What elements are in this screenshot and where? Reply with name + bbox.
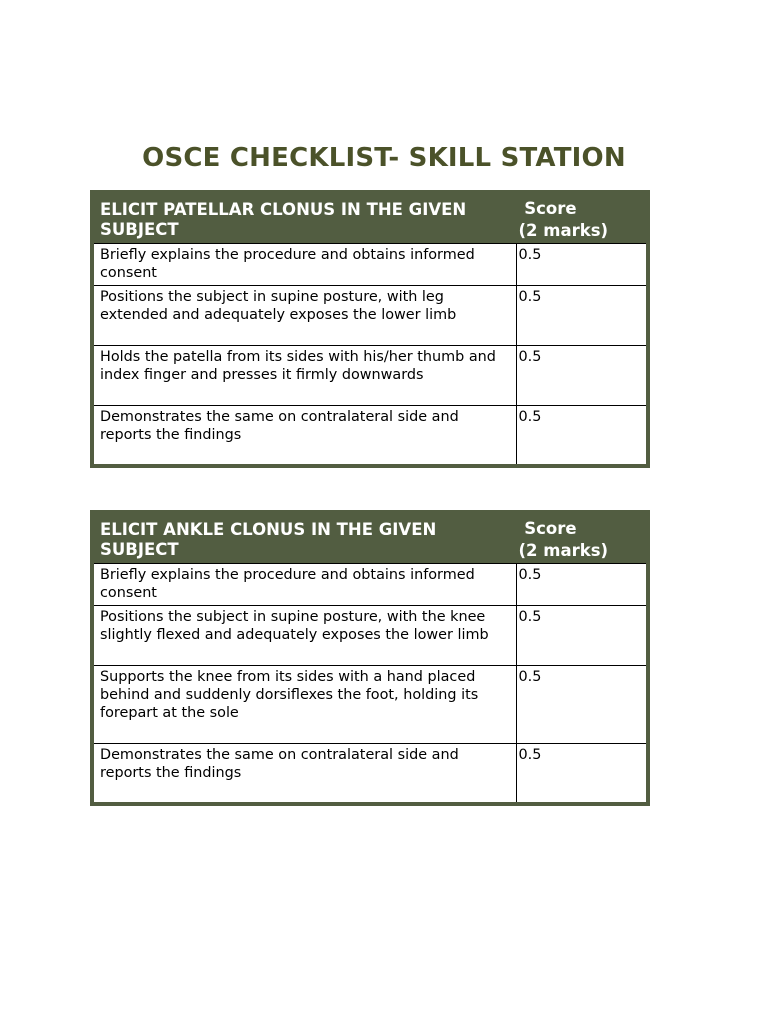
task-heading: ELICIT ANKLE CLONUS IN THE GIVEN SUBJECT — [92, 512, 516, 564]
score-heading-marks: (2 marks) — [518, 541, 609, 560]
step-text: Positions the subject in supine posture, with the knee slightly flexed and adequately exposes the lower limb — [92, 606, 516, 666]
table-row — [92, 666, 648, 744]
step-score: 0.5 — [516, 406, 648, 466]
step-text: Briefly explains the procedure and obtains informed consent — [92, 244, 516, 286]
step-text: Demonstrates the same on contralateral side and reports the findings — [92, 406, 516, 466]
score-heading — [516, 192, 648, 244]
step-text: Positions the subject in supine posture, with leg extended and adequately exposes the lower limb — [92, 286, 516, 346]
score-heading-title: Score — [524, 199, 577, 218]
ankle-clonus-checklist — [90, 510, 650, 806]
table-row — [92, 606, 648, 666]
step-score: 0.5 — [516, 286, 648, 346]
patellar-clonus-checklist — [90, 190, 650, 468]
step-text: Briefly explains the procedure and obtains informed consent — [92, 564, 516, 606]
step-score: 0.5 — [516, 666, 648, 744]
table-header-row — [92, 192, 648, 244]
score-heading — [516, 512, 648, 564]
step-score: 0.5 — [516, 346, 648, 406]
table-row — [92, 346, 648, 406]
step-score: 0.5 — [516, 606, 648, 666]
step-text: Demonstrates the same on contralateral side and reports the findings — [92, 744, 516, 804]
step-score: 0.5 — [516, 744, 648, 804]
step-text: Holds the patella from its sides with his/her thumb and index finger and presses it firmly downwards — [92, 346, 516, 406]
score-heading-marks: (2 marks) — [518, 221, 609, 240]
step-score: 0.5 — [516, 244, 648, 286]
page-title: OSCE CHECKLIST- SKILL STATION — [142, 143, 626, 173]
score-heading-title: Score — [524, 519, 577, 538]
table-row — [92, 406, 648, 466]
table-header-row — [92, 512, 648, 564]
table-row — [92, 744, 648, 804]
task-heading: ELICIT PATELLAR CLONUS IN THE GIVEN SUBJECT — [92, 192, 516, 244]
table-row — [92, 564, 648, 606]
table-row — [92, 244, 648, 286]
step-text: Supports the knee from its sides with a hand placed behind and suddenly dorsiflexes the foot, holding its forepart at the sole — [92, 666, 516, 744]
step-score: 0.5 — [516, 564, 648, 606]
table-row — [92, 286, 648, 346]
